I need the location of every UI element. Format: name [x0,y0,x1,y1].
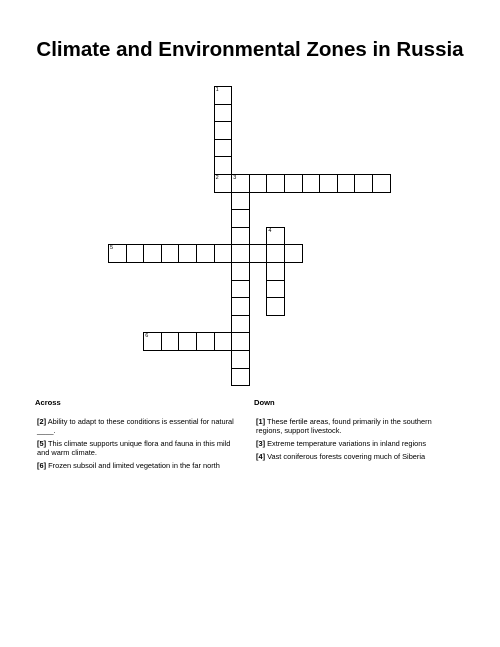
clue-number: [6] [37,461,47,470]
grid-cell[interactable] [231,227,250,246]
clue-text: Extreme temperature variations in inland regions [267,439,427,448]
cell-number: 6 [145,333,149,340]
grid-cell[interactable] [214,156,233,175]
grid-cell[interactable] [214,244,233,263]
grid-cell[interactable] [161,332,180,351]
clue-across-2 [35,417,235,435]
across-clues [35,398,235,474]
clue-text: Vast coniferous forests covering much of Siberia [267,452,426,461]
cell-number: 1 [215,87,219,93]
grid-cell[interactable] [231,174,250,193]
cell-number: 2 [215,175,219,181]
cell-number: 5 [110,245,114,252]
clue-text: Ability to adapt to these conditions is essential for natural ____. [37,417,234,435]
grid-cell[interactable] [266,244,285,263]
puzzle-title: Climate and Environmental Zones in Russia [36,38,464,61]
grid-cell[interactable] [249,174,268,193]
grid-cell[interactable] [302,174,321,193]
grid-cell[interactable] [231,192,250,211]
grid-cell[interactable] [108,244,127,263]
grid-cell[interactable] [231,368,250,387]
grid-cell[interactable] [266,174,285,193]
down-clues [254,398,459,465]
across-heading: Across [35,398,61,407]
grid-cell[interactable] [231,315,250,334]
clue-number: [5] [37,439,47,448]
grid-cell[interactable] [214,86,233,105]
down-heading: Down [254,398,275,407]
grid-cell[interactable] [161,244,180,263]
grid-cell[interactable] [178,244,197,263]
clue-down-1 [254,417,459,435]
grid-cell[interactable] [266,280,285,299]
cell-number: 4 [268,227,272,234]
grid-cell[interactable] [249,244,268,263]
grid-cell[interactable] [196,332,215,351]
grid-cell[interactable] [196,244,215,263]
grid-cell[interactable] [231,332,250,351]
grid-cell[interactable] [284,244,303,263]
clue-text: These fertile areas, found primarily in the southern regions, support livestock. [256,417,432,435]
clue-number: [3] [256,439,266,448]
grid-cell[interactable] [337,174,356,193]
clue-number: [2] [37,417,47,426]
grid-cell[interactable] [214,139,233,158]
grid-cell[interactable] [354,174,373,193]
grid-cell[interactable] [231,262,250,281]
grid-cell[interactable] [231,297,250,316]
grid-cell[interactable] [143,332,162,351]
grid-cell[interactable] [214,104,233,123]
grid-cell[interactable] [143,244,162,263]
grid-cell[interactable] [214,332,233,351]
clue-text: Frozen subsoil and limited vegetation in the far north [48,461,220,470]
clue-down-4 [254,452,459,461]
clue-number: [4] [256,452,266,461]
cell-number: 3 [233,175,237,181]
grid-cell[interactable] [214,121,233,140]
grid-cell[interactable] [231,350,250,369]
grid-cell[interactable] [266,262,285,281]
grid-cell[interactable] [372,174,391,193]
grid-cell[interactable] [266,297,285,316]
grid-cell[interactable] [231,209,250,228]
grid-cell[interactable] [231,244,250,263]
grid-cell[interactable] [178,332,197,351]
grid-cell[interactable] [214,174,233,193]
clue-across-6 [35,461,235,470]
grid-cell[interactable] [231,280,250,299]
grid-cell[interactable] [126,244,145,263]
grid-cell[interactable] [284,174,303,193]
grid-cell[interactable] [266,227,285,246]
clue-across-5 [35,439,235,457]
clue-down-3 [254,439,459,448]
clue-number: [1] [256,417,266,426]
clue-text: This climate supports unique flora and fauna in this mild and warm climate. [37,439,231,457]
grid-cell[interactable] [319,174,338,193]
